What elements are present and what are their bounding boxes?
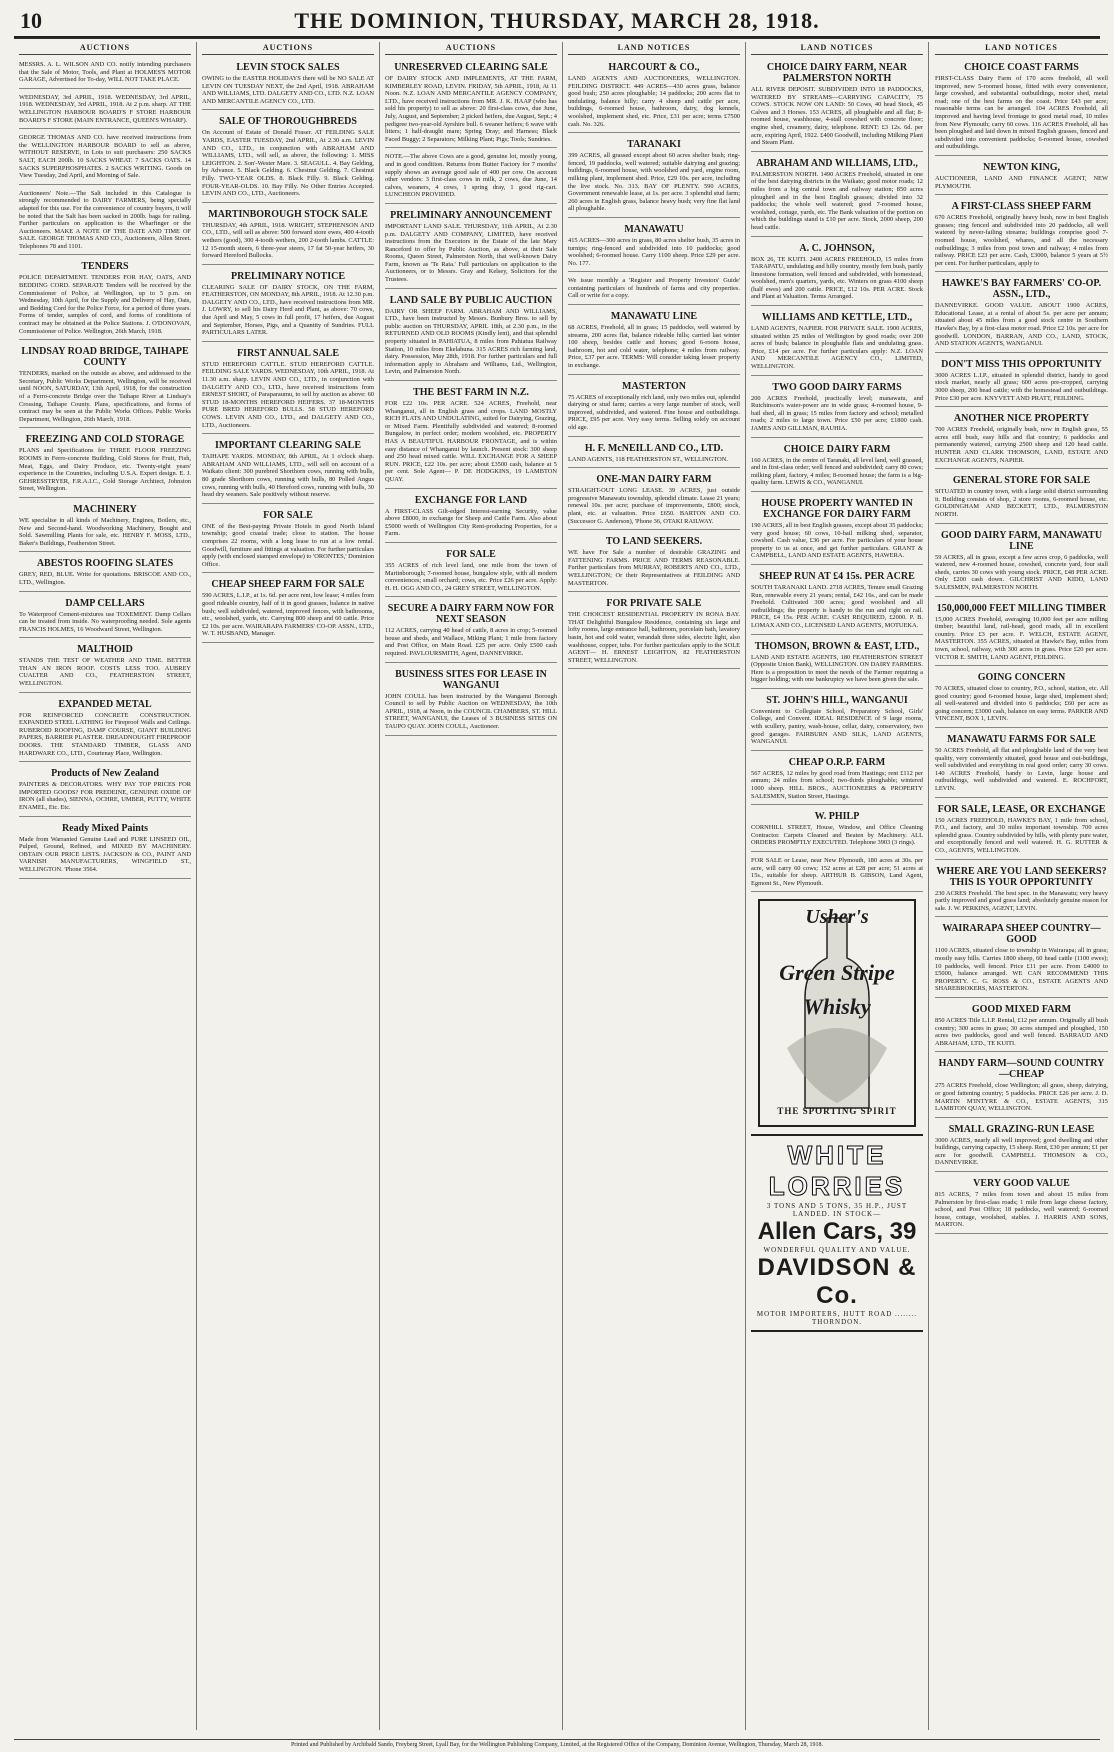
- advertisement: [935, 599, 1108, 667]
- advertisement: [19, 257, 191, 340]
- ad-title: MANAWATU: [624, 223, 684, 235]
- advertisement: [751, 440, 923, 492]
- advertisement: [568, 274, 740, 305]
- advertisement: [19, 58, 191, 89]
- advertisement: [385, 545, 557, 597]
- advertisement: [385, 206, 557, 289]
- advertisement: [568, 135, 740, 218]
- ad-title: LEVIN STOCK SALES: [236, 62, 340, 73]
- ad-body: 590 ACRES, L.I.P., at 1s. 6d. per acre rent, low lease; 4 miles from good rideable country, half of it in good grasses, balance in native bush; well subdivided, watered, improved fences, with bathrooms, etc., woolshed, yards, etc. Carrying 800 sheep and 60 cattle. Price £2 10s. per acre. WAIRARAPA FARMERS' CO-OP. ASSN., LTD., W. T. HUSBAND, Manager.: [202, 592, 374, 638]
- ad-body: 3000 ACRES, nearly all well improved; good dwelling and other buildings, carrying capacity, 15 sheep. Rent, £30 per annum; £1 per acre for goodwill. CAMPBELL THOMSON & CO., DANNEVIRKE.: [935, 1136, 1108, 1167]
- ad-title: EXPANDED METAL: [58, 698, 152, 710]
- advertisement: [935, 862, 1108, 918]
- advertisement: [751, 691, 923, 751]
- ad-title: TWO GOOD DAIRY FARMS: [772, 381, 902, 393]
- ad-body: Made from Warranted Genuine Lead and PURE LINSEED OIL, Pulped, Ground, Refined, and MIXED BY MACHINERY. OBTAIN OUR PRICE LISTS. JACKSON & CO., PAINT AND VARNISH MANUFACTURERS, WINGFIELD ST., WELLINGTON. 'Phone 3564.: [19, 835, 191, 873]
- advertisement: [202, 267, 374, 342]
- ad-body: THE CHOICEST RESIDENTIAL PROPERTY IN RONA BAY. THAT Delightful Bungalow Residence, containing six large and lofty rooms, large entrance hall, bathroom, porcelain bath, lavatory basin, hot and cold water, verandah three sides, electric light, also washhouse, copper, tubs. For further particulars apply to the SOLE AGENT— H. ERNEST LEIGHTON, 82 FEATHERSTON STREET, WELLINGTON.: [568, 611, 740, 664]
- ad-title: DAMP CELLARS: [65, 597, 145, 609]
- column-heading: LAND NOTICES: [568, 42, 740, 55]
- ad-title: WILLIAMS AND KETTLE, LTD.,: [761, 312, 913, 324]
- advertisement: [385, 491, 557, 543]
- ad-body: OWING to the EASTER HOLIDAYS there will be NO SALE AT LEVIN ON TUESDAY NEXT, the 2nd April, 1918. ABRAHAM AND WILLIAMS, LTD. DALGETY AND CO., LTD. N.Z. LOAN AND MERCANTILE AGENCY CO., LTD.: [202, 75, 374, 105]
- advertisement: [568, 377, 740, 437]
- ad-title: THOMSON, BROWN & EAST, LTD.,: [754, 640, 920, 652]
- advertisement: [935, 730, 1108, 798]
- ad-body: TAIHAPE YARDS. MONDAY, 8th APRIL, At 1 o'clock sharp. ABRAHAM AND WILLIAMS, LTD., will sell on account of a Waikato client: 300 purebred Shorthorn cows, running with bulls, 80 grade Shorthorn cows, running with bulls, 80 Polled Angus cows, running with bulls, 40 Hereford cows, running with bulls, 30 head dry weaners. Sale positively without reserve.: [202, 453, 374, 499]
- advertisement: [568, 532, 740, 592]
- advertisement: [19, 764, 191, 816]
- ad-body: 15,000 ACRES Freehold, averaging 10,000 feet per acre milling timber; beautiful land, rail-head, good roads, all in excellent country. Price £3 per acre. F. WELCH, ESTATE AGENT, MASTERTON. 355 ACRES, situated at Hawke's Bay, miles from town, school, railway, with 300 acres in grass. Price £20 per acre. VICTOR E. SMITH, LAND AGENT, FEILDING.: [935, 615, 1108, 661]
- column-2: [197, 42, 380, 1730]
- ad-title: HARCOURT & CO.,: [608, 62, 700, 73]
- ad-body: LAND AGENTS, NAPIER. FOR PRIVATE SALE. 1900 ACRES, situated within 25 miles of Wellington by good roads; over 200 acres of bush; balance in ploughable flats and undulating grass. Price, £14 per acre. For further particulars apply: N.Z. LOAN AND MERCANTILE AGENCY CO., LIMITED, WELLINGTON.: [751, 325, 923, 371]
- advertisement: [19, 819, 191, 879]
- ad-body: 70 ACRES, situated close to country, P.O., school, station, etc. All good country; good 6-roomed house, large shed, implement shed; all well-watered and divided into 6 paddocks; £60 per acre as going concern; £3000 cash, balance on easy terms. PARKER AND VINCENT, BOX 1, LEVIN.: [935, 685, 1108, 723]
- advertisement: [202, 58, 374, 110]
- column-1: [14, 42, 197, 1730]
- lorries-advertisement: [751, 1134, 923, 1332]
- ad-title: SALE OF THOROUGHBREDS: [219, 116, 357, 128]
- ad-body: 200 ACRES Freehold, practically level; manawatu, and Rutchinson's water-power are in wide grass; 4-roomed house, 9-bail shed, all in grass; 15 miles from factory and school; metalled roads; 2 miles to large town. Price £50 per acre; £1800 cash. JAMES AND GILLMAN, RAUHIA.: [751, 394, 923, 432]
- advertisement: [935, 919, 1108, 998]
- advertisement: [751, 239, 923, 307]
- ad-body: 355 ACRES of rich level land, one mile from the town of Martinborough; 7-roomed house, bungalow style, with all modern conveniences; small orchard; cows, etc. Price £26 per acre. Apply: H. H. OGG AND CO., 24 GREY STREET, WELLINGTON.: [385, 561, 557, 592]
- ad-body: WE have For Sale a number of desirable GRAZING and FATTENING FARMS. PRICE AND TERMS REASONABLE. Further particulars from MURRAY, ROBERTS AND CO., LTD., WELLINGTON; Or their Representatives at FEILDING AND MASTERTON.: [568, 549, 740, 587]
- ad-title: SHEEP RUN AT £4 15s. PER ACRE: [759, 570, 915, 582]
- ad-body: SOUTH TARANAKI LAND. 2718 ACRES, Tenure small Grazing Run, renewable every 21 years; rental, £42 16s., and can be made Freehold. Cultivated 300 acres; good woolshed and all outbuildings; the property is handy to the run and right on rail. PRICE, £4 15s. PER ACRE. CASH REQUIRED, £2000. P. B. LOMAX AND CO., LICENSED LAND AGENTS, MOTUEKA.: [751, 583, 923, 629]
- ad-body: POLICE DEPARTMENT. TENDERS FOR HAY, OATS, AND BEDDING CORD. SEPARATE Tenders will be received by the Commissioner of Police, at Wellington, up to 5 p.m. on Wednesday, 10th April, for the Supply and Delivery of Hay, Oats, and Bedding Cord for the Police Force, for a period of three years. Forms of tender, samples of cord, and forms of conditions of contract may be obtained at the Police Stations. J. O'DONOVAN, Commissioner of Police. Wellington, 26th March, 1918.: [19, 274, 191, 335]
- ad-title: GOOD DAIRY FARM, MANAWATU LINE: [940, 529, 1103, 552]
- advertisement: [202, 575, 374, 643]
- ad-title: FOR SALE: [263, 509, 313, 521]
- advertisement: [19, 91, 191, 129]
- advertisement: [202, 344, 374, 434]
- ad-body: 3000 ACRES L.I.P., situated in splendid district, handy to good stock market, nearly all grass; 600 acres pre-cropped, carrying 3000 sheep, 200 head cattle; with the homestead and outbuildings. Price £30 per acre. KNYVETT AND PRATT, FEILDING.: [935, 371, 1108, 402]
- ad-body: 150 ACRES FREEHOLD, HAWKE'S BAY, 1 mile from school, P.O., and factory, and 30 miles important township. 700 acres splendid grass. Country subdivided by hills, with plenty pure water, and exceptionally fenced and well watered. H. G. RUTTER & CO., AGENTS, WELLINGTON.: [935, 816, 1108, 854]
- ad-body: FOR REINFORCED CONCRETE CONSTRUCTION. EXPANDED STEEL LATHING for Fireproof Walls and Ceilings. RUBEROID ROOFING, DAMP COURSE, GIANT BUILDING PAPERS, BARRIER PLASTER. DREADNOUGHT FIREPROOF DOORS. THE STANDARD TIMBER, GLASS AND HARDWARE CO., LTD., Courtenay Place, Wellington.: [19, 711, 191, 757]
- ad-body: PLANS and Specifications for THREE FLOOR FREEZING ROOMS in Ferro-concrete Building, Cold Stores for Fruit, Fish, Meat, Eggs, and Dairy Produce, etc. Twenty-eight years' experience in the Countries, including U.S.A. Expert design. E. J. GEHRESSTRYER, F.R.A.I.C., Cold Storage Architect, Johnston Street, Wellington.: [19, 447, 191, 493]
- ad-title: MANAWATU LINE: [610, 311, 698, 323]
- lorries-footer: MOTOR IMPORTERS, HUTT ROAD ........ THORNDON.: [756, 1310, 918, 1327]
- ad-title: Ready Mixed Paints: [61, 822, 149, 834]
- column-heading: AUCTIONS: [19, 42, 191, 55]
- ad-title: GOING CONCERN: [977, 672, 1066, 684]
- ad-title: GENERAL STORE FOR SALE: [952, 475, 1091, 487]
- ad-title: MANAWATU FARMS FOR SALE: [947, 734, 1096, 746]
- ad-body: 700 ACRES Freehold, originally bush, now in English grass, 55 acres still bush, easy hills and flat country; 6 paddocks and permanently watered, carrying 2500 sheep and 120 head cattle. HUNTER AND CLARK THOMSON, LAND, ESTATE AND EXCHANGE AGENTS, NAPIER.: [935, 426, 1108, 464]
- ad-body: 1100 ACRES, situated close to township in Wairarapa; all in grass; mostly easy hills. Carries 1800 sheep, 60 head cattle (1100 ewes); 10 paddocks, well fenced. Price £11 per acre. From £4000 to £5000, balance arranged. WE CAN RECOMMEND THIS PROPERTY. C. G. ROSS & CO., ESTATE AGENTS AND SHAREBROKERS, MASTERTON.: [935, 947, 1108, 993]
- advertisement: [385, 291, 557, 381]
- whisky-name: Green Stripe: [779, 960, 895, 986]
- ad-title: A. C. JOHNSON,: [799, 242, 875, 254]
- imprint-footer: Printed and Published by Archibald Sando, Freyberg Street, Lyall Bay, for the Wellington Publishing Company, Limited, at the Registered Office of the Company, Dominion Avenue, Wellington, Thursday, March 28, 1918.: [14, 1739, 1100, 1748]
- masthead: [14, 6, 1100, 38]
- advertisement: [202, 112, 374, 202]
- ad-body: GEORGE THOMAS AND CO. have received instructions from the WELLINGTON HARBOUR BOARD to sell as above, WITHOUT RESERVE, in Lots to suit purchasers: 250 SACKS SALT, EACH 200lb. 10 SACKS WHEAT. 7 SACKS OATS. 14 SACKS SUPERPHOSPHATES. 2 SACKS WRITING. Goods on View Tuesday, 2nd April, and Morning of Sale.: [19, 134, 191, 180]
- ad-body: THURSDAY, 4th APRIL, 1918. WRIGHT, STEPHENSON AND CO., LTD., will sell as above: 500 forward store ewes, 400 4-tooth wethers (good), 300 4-tooth wethers, 200 2-tooth lambs. CATTLE: 12 15-month steers, 6 three-year steers, 17 fat 50-year heifers, 30 forward Hereford Bullocks.: [202, 221, 374, 260]
- ad-title: MALTHOID: [77, 644, 133, 656]
- lorries-subline: 3 TONS AND 5 TONS, 35 H.P., JUST LANDED. IN STOCK—: [766, 1202, 908, 1219]
- ad-body: 75 ACRES of exceptionally rich land, only two miles out, splendid dairying or stud farm; carries a very large number of stock, well improved, subdivided, and watered. Fine house and outbuildings. PRICE, £95 per acre. Very easy terms. Selling solely on account old age.: [568, 393, 740, 431]
- lorries-headline: WHITE LORRIES: [768, 1140, 906, 1202]
- ad-body: PAINTERS & DECORATORS. WHY PAY TOP PRICES FOR IMPORTED GOODS? FOR PREDEINE, GENUINE OXIDE OF IRON (all shades), SIENNA, OCHRE, UMBER, PUTTY, WHITE ENAMEL, Etc. Etc.: [19, 781, 191, 811]
- newspaper-title: THE DOMINION, THURSDAY, MARCH 28, 1918.: [294, 8, 820, 33]
- ad-title: CHEAP SHEEP FARM FOR SALE: [211, 579, 365, 591]
- advertisement: [751, 753, 923, 805]
- lorries-quality-line: WONDERFUL QUALITY AND VALUE.: [763, 1246, 911, 1255]
- advertisement: [935, 1120, 1108, 1172]
- ad-title: IMPORTANT CLEARING SALE: [215, 440, 361, 452]
- ad-title: ABESTOS ROOFING SLATES: [36, 558, 174, 570]
- ad-title: 150,000,000 FEET MILLING TIMBER: [936, 602, 1107, 614]
- ad-title: SECURE A DAIRY FARM NOW FOR NEXT SEASON: [387, 603, 555, 626]
- advertisement: [385, 665, 557, 736]
- advertisement: [751, 854, 923, 892]
- advertisement: [751, 807, 923, 852]
- ad-body: IMPORTANT LAND SALE. THURSDAY, 11th APRIL, At 2.30 p.m. DALGETY AND COMPANY, LIMITED, have received instructions from the Executors in the Estate of the late Mary Ranceford to offer by Public Auction, as above, at their Sale Rooms, Queen Street, Palmerston North, that well-known Dairy Farm, known as 'Te Rata.' Full particulars on application to the Auctioneers, or to Messrs. Gray and Kelsey, Solicitors for the Trustees.: [385, 222, 557, 284]
- ad-title: TENDERS: [81, 261, 129, 273]
- ad-title: NEWTON KING,: [982, 161, 1061, 173]
- column-heading: LAND NOTICES: [935, 42, 1108, 55]
- ad-title: CHOICE COAST FARMS: [964, 62, 1079, 73]
- ad-body: 815 ACRES, 7 miles from town and about 15 miles from Palmerston by first-class roads; 1 mile from large cheese factory, school, and Post Office; 18 paddocks, well watered; 6-roomed house, cottage, woolshed, stables. J. HARRIS AND SONS, MARTON.: [935, 1191, 1108, 1229]
- ad-title: LAND SALE BY PUBLIC AUCTION: [389, 294, 553, 306]
- page-number: 10: [20, 8, 42, 33]
- advertisement: [935, 355, 1108, 407]
- advertisement: [935, 158, 1108, 195]
- ad-title: TARANAKI: [627, 139, 681, 151]
- advertisement: [935, 58, 1108, 156]
- ad-body: TENDERS, marked on the outside as above, and addressed to the Secretary, Public Works Department, Wellington, will be received until NOON, SATURDAY, 13th April, 1918, for the construction of a Ferro-concrete Bridge over the Taihape River at Lindsay's Crossing, Taihape County. Plans, specifications, and forms of contract may be seen at the Public Works Offices. Public Works Department, Wellington, 26th March, 1918.: [19, 370, 191, 423]
- column-heading: AUCTIONS: [385, 42, 557, 55]
- masthead-rule: [14, 38, 1100, 39]
- advertisement: [568, 307, 740, 375]
- whisky-slogan: THE SPORTING SPIRIT: [777, 1106, 897, 1117]
- ad-body: FOR SALE or Lease, near New Plymouth, 180 acres at 30s. per acre, will carry 60 cows; 152 acres at £28 per acre; 51 acres at 15s., suitable for sheep. ARTHUR B. GIBSON, Land Agent, Egmont St., New Plymouth.: [751, 857, 923, 887]
- ad-body: A FIRST-CLASS Gilt-edged Interest-earning Security, value above £8000, in exchange for Sheep and Cattle Farm. Also about £5000 worth of Wellington City Rent-producing Properties, for a Farm.: [385, 507, 557, 538]
- advertisement: [935, 526, 1108, 597]
- ad-body: AUCTIONEER, LAND AND FINANCE AGENT, NEW PLYMOUTH.: [935, 174, 1108, 190]
- ad-body: ONE of the Best-paying Private Hotels in good North Island township; good coastal trade; close to station. The house comprises 22 rooms, with a long lease to run at a low rental. Goodwill, furniture and fittings at valuation. For further particulars apply (with enclosed stamped envelope) to 'ORONTES,' Dominion Office.: [202, 522, 374, 568]
- advertisement: [751, 637, 923, 689]
- advertisement: [935, 1174, 1108, 1234]
- advertisement: [385, 383, 557, 489]
- ad-body: OF DAIRY STOCK AND IMPLEMENTS, AT THE FARM, KIMBERLEY ROAD, LEVIN. FRIDAY, 5th APRIL, 1918, At 11 Noon. N.Z. LOAN AND MERCANTILE AGENCY COMPANY, LTD., have received instructions from MR. J. K. HAAP (who has sold his property) to sell as above: 20 first-class cows, due June, July, August, and September; 2 picked heifers, due August, Sept.; 4 pedigree two-year-old Ayrshire bull. 6 weaner heifers; 6 wave with litters; 1 half-draught mare; Spring Dray; and Harness; Black Faced Buggy; 2 Separators; Milking Plant; Pigs; Tools; Sundries.: [385, 75, 557, 143]
- ad-title: ANOTHER NICE PROPERTY: [953, 413, 1090, 425]
- ad-title: FOR SALE: [446, 548, 496, 560]
- ad-title: A FIRST-CLASS SHEEP FARM: [951, 201, 1092, 213]
- ad-body: CLEARING SALE OF DAIRY STOCK, ON THE FARM, FEATHERSTON, ON MONDAY, 8th APRIL, 1918. At 12.30 p.m. DALGETY AND CO., LTD., have received instructions from MR. J. LOWRY, to sell his Dairy Herd and Plant, as above: 70 cows, due April and May, 5 cows in full profit, 17 heifers, due August and September, Horses, Pigs, and a Quantity of Sundries. FULL PARTICULARS LATER.: [202, 283, 374, 337]
- ad-title: MACHINERY: [73, 503, 137, 515]
- advertisement: [935, 668, 1108, 728]
- advertisement: [202, 506, 374, 574]
- ad-body: 68 ACRES, Freehold, all in grass; 15 paddocks, well watered by streams, 200 acres flat, balance rideable hills; carried last winter 100 sheep, besides cattle and horses; good 6-room house, bathroom, hot and cold water, telephone; 4 miles from railway. Price, £37 per acre. TERMS: Will consider taking lesser property in exchange.: [568, 324, 740, 370]
- advertisement: [19, 342, 191, 428]
- ad-body: WEDNESDAY, 3rd APRIL, 1918. WEDNESDAY, 3rd APRIL, 1918. WEDNESDAY, 3rd APRIL, 1918. At 2 p.m. sharp. AT THE WELLINGTON HARBOUR BOARD'S F STORE HARBOUR BOARD'S F STORE (MAIN ENTRANCE, QUEEN'S WHARF).: [19, 93, 191, 124]
- advertisement: [202, 205, 374, 265]
- ad-title: Products of New Zealand: [51, 768, 159, 780]
- advertisement: [19, 131, 191, 185]
- ad-body: DAIRY OR SHEEP FARM. ABRAHAM AND WILLIAMS, LTD., have been instructed by Messrs. Bunbury Bros. to sell by public auction on THURSDAY, APRIL 18th, at 2.30 p.m., in the RETURNED AND OLD ROOMS (Kindly lent), and that splendid property situated in PAHIATUA, 8 miles from Pahiatua Railway Station, 10 miles from Ekelahuna. 315 ACRES rich farming land, dairy. Possession, May 28th, 1918. For further particulars and full information apply to Abraham and Williams, Ltd., Wellington, Levin, and Palmerston North.: [385, 307, 557, 376]
- ad-title: PRELIMINARY ANNOUNCEMENT: [390, 209, 552, 221]
- advertisement: [202, 436, 374, 504]
- ad-body: We issue monthly a 'Register and Property Investors' Guide' containing particulars of hundreds of farms and city properties. Call or write for a copy.: [568, 277, 740, 300]
- ad-title: MASTERTON: [622, 380, 686, 392]
- lorries-cars-line: Allen Cars, 39: [757, 1218, 917, 1246]
- ad-body: BOX 26, TE KUITI. 2400 ACRES FREEHOLD, 15 miles from TARAPATU, undulating and hilly country, mostly fern bush, partly limestone formation, well fenced and subdivided, with homestead, woolshed, men's quarters, yards, etc. Winters on grass 4100 sheep (half ewes) and 200 cattle. PRICE, £12 10s. PER ACRE. Stock and Plant at Valuation. Terms Arranged.: [751, 255, 923, 301]
- advertisement: [19, 695, 191, 763]
- ad-body: 670 ACRES Freehold, originally heavy bush, now in best English grasses; ring fenced and subdivided into 20 paddocks, all well watered by never-failing streams; buildings comprise good 7-roomed house, woolshed, whares, and all the necessary outbuildings; 3 miles from post town and railway; 4 miles from railway. PRICE £23 per acre. Cash, £3000, balance 5 years at 5½ per cent. For further particulars, apply to: [935, 214, 1108, 267]
- ad-title: WHERE ARE YOU LAND SEEKERS? THIS IS YOUR OPPORTUNITY: [936, 865, 1107, 888]
- advertisement: [935, 274, 1108, 353]
- ad-title: HAWKE'S BAY FARMERS' CO-OP. ASSN., LTD.,: [941, 278, 1102, 301]
- advertisement: [19, 187, 191, 256]
- ad-body: JOHN COULL has been instructed by the Wanganui Borough Council to sell by Public Auction on WEDNESDAY, the 10th APRIL, 1918, at Noon, in the COUNCIL CHAMBERS, ST. HILL STREET, WANGANUI, the Leases of 3 BUSINESS SITES ON TAUPO QUAY. JOHN COULL, Auctioneer.: [385, 692, 557, 731]
- ad-title: CHEAP O.R.P. FARM: [788, 756, 886, 768]
- ad-title: TO LAND SEEKERS.: [605, 536, 703, 548]
- ad-body: 112 ACRES, carrying 40 head of cattle, 8 acres in crop; 5-roomed house and sheds, and Wallace, Miking Plant; 1 mile from factory and Post Office, on Main Road. £25 per acre. Only £500 cash required. PAVLOURSMITH, Agent, DANNEVIRKE.: [385, 627, 557, 658]
- ad-title: GOOD MIXED FARM: [971, 1003, 1072, 1015]
- ad-title: UNRESERVED CLEARING SALE: [394, 62, 548, 73]
- ad-body: 160 ACRES, in the centre of Taranaki, all level land, well grassed, and in first-class order; well fenced and subdivided; carry 80 cows; milking plant, factory, 4 miles; 8-roomed house; the farm is a big-quality farm. LEWIS & CO., WANGANUI.: [751, 456, 923, 487]
- ad-body: Convenient to Collegiate School, Preparatory School, Girls' College, and Convent. IDEAL RESIDENCE of 9 large rooms, with scullery, pantry, wash-house, cellar, dairy, conservatory, two good garages. FAIRBURN AND SILK, LAND AGENTS, WANGANUI.: [751, 707, 923, 746]
- advertisement: [935, 409, 1108, 469]
- advertisement: [751, 567, 923, 635]
- ad-title: THE BEST FARM IN N.Z.: [413, 387, 529, 398]
- whisky-advertisement: [757, 898, 917, 1128]
- ad-body: To Waterproof Cement-mixtures use TOXEMENT. Damp Cellars can be treated from inside. No waterproofing needed. Sole agents FRANCIS HOLMES, 16 Woodward Street, Wellington.: [19, 610, 191, 633]
- ad-title: FOR SALE, LEASE, OR EXCHANGE: [937, 803, 1106, 815]
- ad-body: SITUATED in country town, with a large solid district surrounding it. Building consists of shop, 2 store rooms, 6-roomed house, etc. GOLDINGHAM AND BECKETT, LTD., PALMERSTON NORTH.: [935, 488, 1108, 518]
- ad-title: PRELIMINARY NOTICE: [230, 270, 345, 282]
- ad-body: LAND AND ESTATE AGENTS, 180 FEATHERSTON STREET (Opposite Union Bank), WELLINGTON. ON DAIRY FARMERS. Here is a proposition to meet the needs of the Farmer requiring a bigger holding; with one bankruptcy we have been given the sale.: [751, 653, 923, 684]
- advertisement: [935, 471, 1108, 523]
- ad-title: DON'T MISS THIS OPPORTUNITY: [941, 358, 1102, 370]
- advertisement: [19, 554, 191, 591]
- column-heading: AUCTIONS: [202, 42, 374, 55]
- ad-body: LAND AGENTS, 118 FEATHERSTON ST., WELLINGTON.: [568, 455, 728, 463]
- advertisement: [19, 500, 191, 552]
- advertisement: [568, 58, 740, 133]
- ad-title: H. F. McNEILL AND CO., LTD.: [584, 442, 724, 454]
- ad-title: FREEZING AND COLD STORAGE: [25, 434, 185, 446]
- ad-body: On Account of Estate of Donald Fraser. AT FEILDING SALE YARDS, EASTER TUESDAY, 2nd APRIL, At 2.30 a.m. LEVIN AND CO., LTD., in conjunction with ABRAHAM AND WILLIAMS, LTD., will sell, as above, the following: 1. MISS LEIGHTON. 2. Son'-Wester Mare. 3. SEAGULL. 4. Bay Gelding, by Advance. 5. Black Gelding. 6. Chestnut Gelding. 7. Chestnut Filly. TWO-YEAR OLDS. 8. Black Filly. 9. Black Gelding. FOUR-YEAR-OLDS. 10. Bay Filly. No Other Entries Accepted. LEVIN AND CO., LTD., Auctioneers.: [202, 129, 374, 198]
- ad-title: FIRST ANNUAL SALE: [236, 347, 340, 359]
- advertisement: [568, 470, 740, 530]
- advertisement: [568, 220, 740, 272]
- ad-body: PALMERSTON NORTH. 1490 ACRES Freehold, situated in one of the best dairying districts in the Waikato; good motor roads; 12 miles from a big central town and railway station; 850 acres ploughed and in the best English grasses; divided into 32 paddocks; the whole well watered; good 7-roomed house, woolshed, cottage, yards, etc. The Bank valuation of the portion on which the buildings stand is £10 per acre. Stock, 2000 sheep, 200 head cattle.: [751, 170, 923, 231]
- ad-title: CHOICE DAIRY FARM: [783, 443, 891, 455]
- ad-body: 50 ACRES Freehold, all flat and ploughable land of the very best quality, very conveniently situated, good house and out-buildings, well subdivided and everything in real good order; carry 30 cows. 140 ACRES Freehold, handy to Levin, large house and outbuildings, well subdivided and watered. E. ROCHFORT, LEVIN.: [935, 747, 1108, 793]
- advertisement: [751, 154, 923, 237]
- advertisement: [19, 594, 191, 639]
- column-5: [746, 42, 929, 1730]
- ad-body: STANDS THE TEST OF WEATHER AND TIME. BETTER THAN AN IRON ROOF. COSTS LESS TOO. AUBREY CUALTER AND CO., FEATHERSTON STREET, WELLINGTON.: [19, 657, 191, 688]
- ad-title: CHOICE DAIRY FARM, NEAR PALMERSTON NORTH: [766, 62, 908, 84]
- ad-body: FIRST-CLASS Dairy Farm of 170 acres freehold, all well improved, new 5-roomed house, fitted with every convenience, large cowshed, and substantial outbuildings, motor shed, metal road; one of the best farms on the coast. Price £43 per acre; reasonable terms can be arranged. 104 ACRES Freehold, all improved and having level frontage to good metal road, 10 miles from New Plymouth; carry 60 cows. 116 ACRES Freehold, all has been ploughed and laid down in mixed English grasses, fenced and subdivided into convenient paddocks; 6-roomed house, cowshed and outbuildings.: [935, 75, 1108, 151]
- ad-body: 275 ACRES Freehold, close Wellington; all grass, sheep, dairying, or good fattening country; 5 paddocks. PRICE £26 per acre. J. D. MARTIN M'INTYRE & CO., ESTATE AGENTS, 315 LAMBTON QUAY, WELLINGTON.: [935, 1082, 1108, 1113]
- ad-title: EXCHANGE FOR LAND: [414, 494, 528, 506]
- ad-title: MARTINBOROUGH STOCK SALE: [208, 208, 368, 220]
- ad-body: DANNEVIRKE. GOOD VALUE. ABOUT 1900 ACRES, Educational Lease, at a rental of about 5s. per acre per annum; situated about 45 miles from a good stock centre in Southern Hawke's Bay, by a first-class motor road. Price £2 10s. per acre for goodwill. LONDON, BARRAN, AND CO., LAND, STOCK, AND STATION AGENTS, WANGANUI.: [935, 302, 1108, 348]
- advertisement: [751, 308, 923, 376]
- ad-body: FOR £22 10s. PER ACRE. 524 ACRES, Freehold, near Whanganui, all in English grass and crops. LAND MOSTLY RICH FLATS AND UNDULATING, suited for Dairying, Grazing, or Mixed Farm. Plentifully subdivided and watered; 8-roomed Bungalow, in perfect order; modern woolshed, etc. PROPERTY HAS A BEAUTIFUL HARBOUR FRONTAGE, and is within easy distance of Whanganui by launch. Present stock: 300 sheep and 250 head mixed cattle. WILL EXCHANGE FOR A SHEEP RUN. PRICE, £22 10s. per acre; about £3500 cash, balance at 5 per cent. Sole Agent— P. DE HODGKINS, 19 LAMBTON QUAY.: [385, 400, 557, 483]
- advertisement: [751, 494, 923, 565]
- advertisement: [935, 197, 1108, 272]
- ad-body: CORNHILL STREET, House, Window, and Office Cleaning Contractor. Carpets Cleaned and Beaten by Machinery. ALL ORDERS PROMPTLY EXECUTED. Telephone 3903 (3 rings).: [751, 824, 923, 847]
- ad-title: WAIRARAPA SHEEP COUNTRY—GOOD: [942, 923, 1101, 946]
- lorries-company: DAVIDSON & Co.: [757, 1254, 917, 1310]
- ad-title: ONE-MAN DAIRY FARM: [596, 474, 712, 486]
- column-4: [563, 42, 746, 1730]
- ad-body: LAND AGENTS AND AUCTIONEERS, WELLINGTON. FEILDING DISTRICT. 449 ACRES—430 acres grass, balance good bush; 250 acres ploughable; 14 paddocks; 200 acres flat to undulating, balance hilly; carry 4 sheep and cattle per acre, buildings, 6-roomed house, bathroom, dairy, dog kennels, woolshed, implement shed, etc. Price, £31 per acre; terms £7500 cash. No. 326.: [568, 75, 740, 128]
- ad-body: ALL RIVER DEPOSIT. SUBDIVIDED INTO 18 PADDOCKS, WATERED BY STREAMS—CARRYING CAPACITY, 75 COWS. STOCK NOW ON LAND: 50 Cows, 40 head Stock, 45 Calves and 3 Horses. 153 ACRES, all ploughable and all flat; 8-roomed house, washhouse, 4-stall cowshed with concrete floor; engine shed, creamery, dairy, telephone. RENT: £3 12s. 6d. per acre, expiring April, 1922. £400 Goodwill, including Milking Plant and Steam Plant.: [751, 86, 923, 147]
- advertisement: [568, 439, 740, 469]
- ad-body: 190 ACRES, all in best English grasses, except about 35 paddocks; very good house; 60 cows, 10-bail milking shed, separator, cowshed. Cash value, £36 per acre. For particulars of your house property to us at once, and get further particulars. GRANT & CAMPBELL, LAND AND ESTATE AGENTS, HAWERA.: [751, 521, 923, 560]
- ad-title: LINDSAY ROAD BRIDGE, TAIHAPE COUNTY: [21, 346, 189, 369]
- ad-title: ST. JOHN'S HILL, WANGANUI: [766, 694, 908, 706]
- advertisement: [935, 1000, 1108, 1052]
- ad-body: 415 ACRES—300 acres in grass, 80 acres shelter bush, 35 acres in turnips; ring-fenced and subdivided into 10 paddocks; good woolshed; 6-roomed house. Carry 1100 sheep. Price £29 per acre. No. 177.: [568, 236, 740, 267]
- column-6: [930, 42, 1113, 1730]
- advertisement: [935, 800, 1108, 860]
- ad-body: NOTE.—The above Cows are a good, genuine lot, mostly young, and in good condition. Returns from Butter Factory for 7 months' supply shows an average good sale of 400 per cow. On account other vendors: 3 first-class cows in milk, 2 cows, due June, 14 calves, weaners, 4 cows, 1 spring dray, 1 good rig-cart. LUNCHEON PROVIDED.: [385, 153, 557, 199]
- ad-title: VERY GOOD VALUE: [973, 1178, 1070, 1190]
- advertisement: [19, 430, 191, 498]
- advertisement: [751, 378, 923, 438]
- ad-title: BUSINESS SITES FOR LEASE IN WANGANUI: [395, 668, 547, 691]
- ad-body: Auctioneers' Note.—The Salt included in this Catalogue is strongly recommended to DAIRY FARMERS, being specially adapted for this use. For the convenience of country buyers, it will be noted that the Salt has been sacked in 200lb. bags for railing. Further particulars on application to the Wharfinger or the Auctioneers. MAKE A NOTE OF THE DATE AND TIME OF SALE. GEORGE THOMAS AND CO., Auctioneers, Allen Street. Telephones 78 and 1101.: [19, 189, 191, 250]
- column-3: [380, 42, 563, 1730]
- advertisement: [935, 1054, 1108, 1117]
- ad-title: HOUSE PROPERTY WANTED IN EXCHANGE FOR DAIRY FARM: [761, 497, 913, 520]
- advertisement: [568, 594, 740, 669]
- ad-body: 567 ACRES, 12 miles by good road from Hastings; rent £112 per annum; 24 miles from school; two-thirds ploughable; wintered 1000 sheep. HILL BROS., AUCTIONEERS & PROPERTY SALESMEN, Station Street, Hastings.: [751, 769, 923, 800]
- ad-title: FOR PRIVATE SALE: [606, 598, 702, 610]
- advertisement: [19, 640, 191, 692]
- ad-body: STUD HEREFORD CATTLE. STUD HEREFORD CATTLE. FEILDING SALE YARDS. WEDNESDAY, 10th APRIL, 1918. At 11.30 a.m. sharp. LEVIN AND CO., LTD., in conjunction with DALGETY AND CO., LTD., have received instructions from ERNEST SHORT, of Paraparaumu, to sell by auction as above: 60 STUD 18-MONTHS HEREFORD HEIFERS. 37 18-MONTHS PURE BRED HEREFORD BULLS. 58 STUD HEREFORD COWS. LEVIN AND CO., LTD., and DALGETY AND CO., LTD., Auctioneers.: [202, 360, 374, 429]
- ad-body: 59 ACRES, all in grass, except a few acres crop, 6 paddocks, well watered, new 4-roomed house, cowshed, concrete yard, four stall sheds, carries 30 cows with young stock. PRICE, £48 PER ACRE. Only £200 cash down. GILCHRIST AND KIDD, LAND SALESMEN, PALMERSTON NORTH.: [935, 553, 1108, 591]
- ad-title: ABRAHAM AND WILLIAMS, LTD.,: [756, 157, 918, 169]
- whisky-brand: Usher's: [805, 906, 869, 929]
- advertisement: [385, 150, 557, 204]
- whisky-type: Whisky: [803, 994, 871, 1020]
- ad-body: 399 ACRES, all grassed except about 60 acres shelter bush; ring-fenced, 19 paddocks, well watered; suitable dairying and grazing; buildings, 6-roomed house, with woolshed and yard, engine room, milking plant, implement shed. Price, £29 10s. per acre, including the live stock. No. 313. BAY OF PLENTY. 590 ACRES, Government renewable lease, at 1s. per acre. 3 splendid stud farm; 260 acres in English grass, balance heavy bush; very fine flat land all ploughable.: [568, 152, 740, 213]
- ad-body: STRAIGHT-OUT LONG LEASE. 39 ACRES, just outside progressive Manawatu township, splendid climate. Lease 21 years; renewal 10s. per acre; purchase of improvements, £800; stock, plant, etc. at valuation. Price £650. BARTON AND CO. (Successor G. Anderson), 'Phone 36, OTAKI RAILWAY.: [568, 487, 740, 525]
- ad-body: 230 ACRES Freehold. The best spec. in the Manawatu; very heavy partly improved and good grass land; absolutely genuine reason for sale. J. W. PERKINS, AGENT, LEVIN.: [935, 889, 1108, 912]
- ad-body: GREY, RED, BLUE. Write for quotations. BRISCOE AND CO., LTD., Wellington.: [19, 571, 191, 586]
- column-heading: LAND NOTICES: [751, 42, 923, 55]
- ad-body: 850 ACRES Title L.I.P. Rental, £12 per annum. Originally all bush country; 300 acres in grass; 30 acres stumped and ploughed, 150 acres two paddocks, good and well fenced. BARRAUD AND ABRAHAM, LTD., TE KUITI.: [935, 1016, 1108, 1047]
- advertisement: [751, 58, 923, 152]
- ad-title: SMALL GRAZING-RUN LEASE: [948, 1123, 1095, 1135]
- ad-body: MESSRS. A. L. WILSON AND CO. notify intending purchasers that the Sale of Motor, Tools, and Plant at HOLMES'S MOTOR GARAGE, Advertised for To-day, WILL NOT TAKE PLACE.: [19, 61, 191, 84]
- ad-title: W. PHILP: [814, 811, 860, 823]
- ad-body: WE specialise in all kinds of Machinery, Engines, Boilers, etc., New and Second-hand. Woodworking Machinery, Bought and Sold. Sawmilling Plants for sale, etc. HENRY F. MOSS, LTD., Baker's Buildings, Featherston Street.: [19, 516, 191, 547]
- ad-title: HANDY FARM—SOUND COUNTRY—CHEAP: [938, 1058, 1105, 1081]
- advertisement: [385, 58, 557, 148]
- advertisement: [385, 599, 557, 662]
